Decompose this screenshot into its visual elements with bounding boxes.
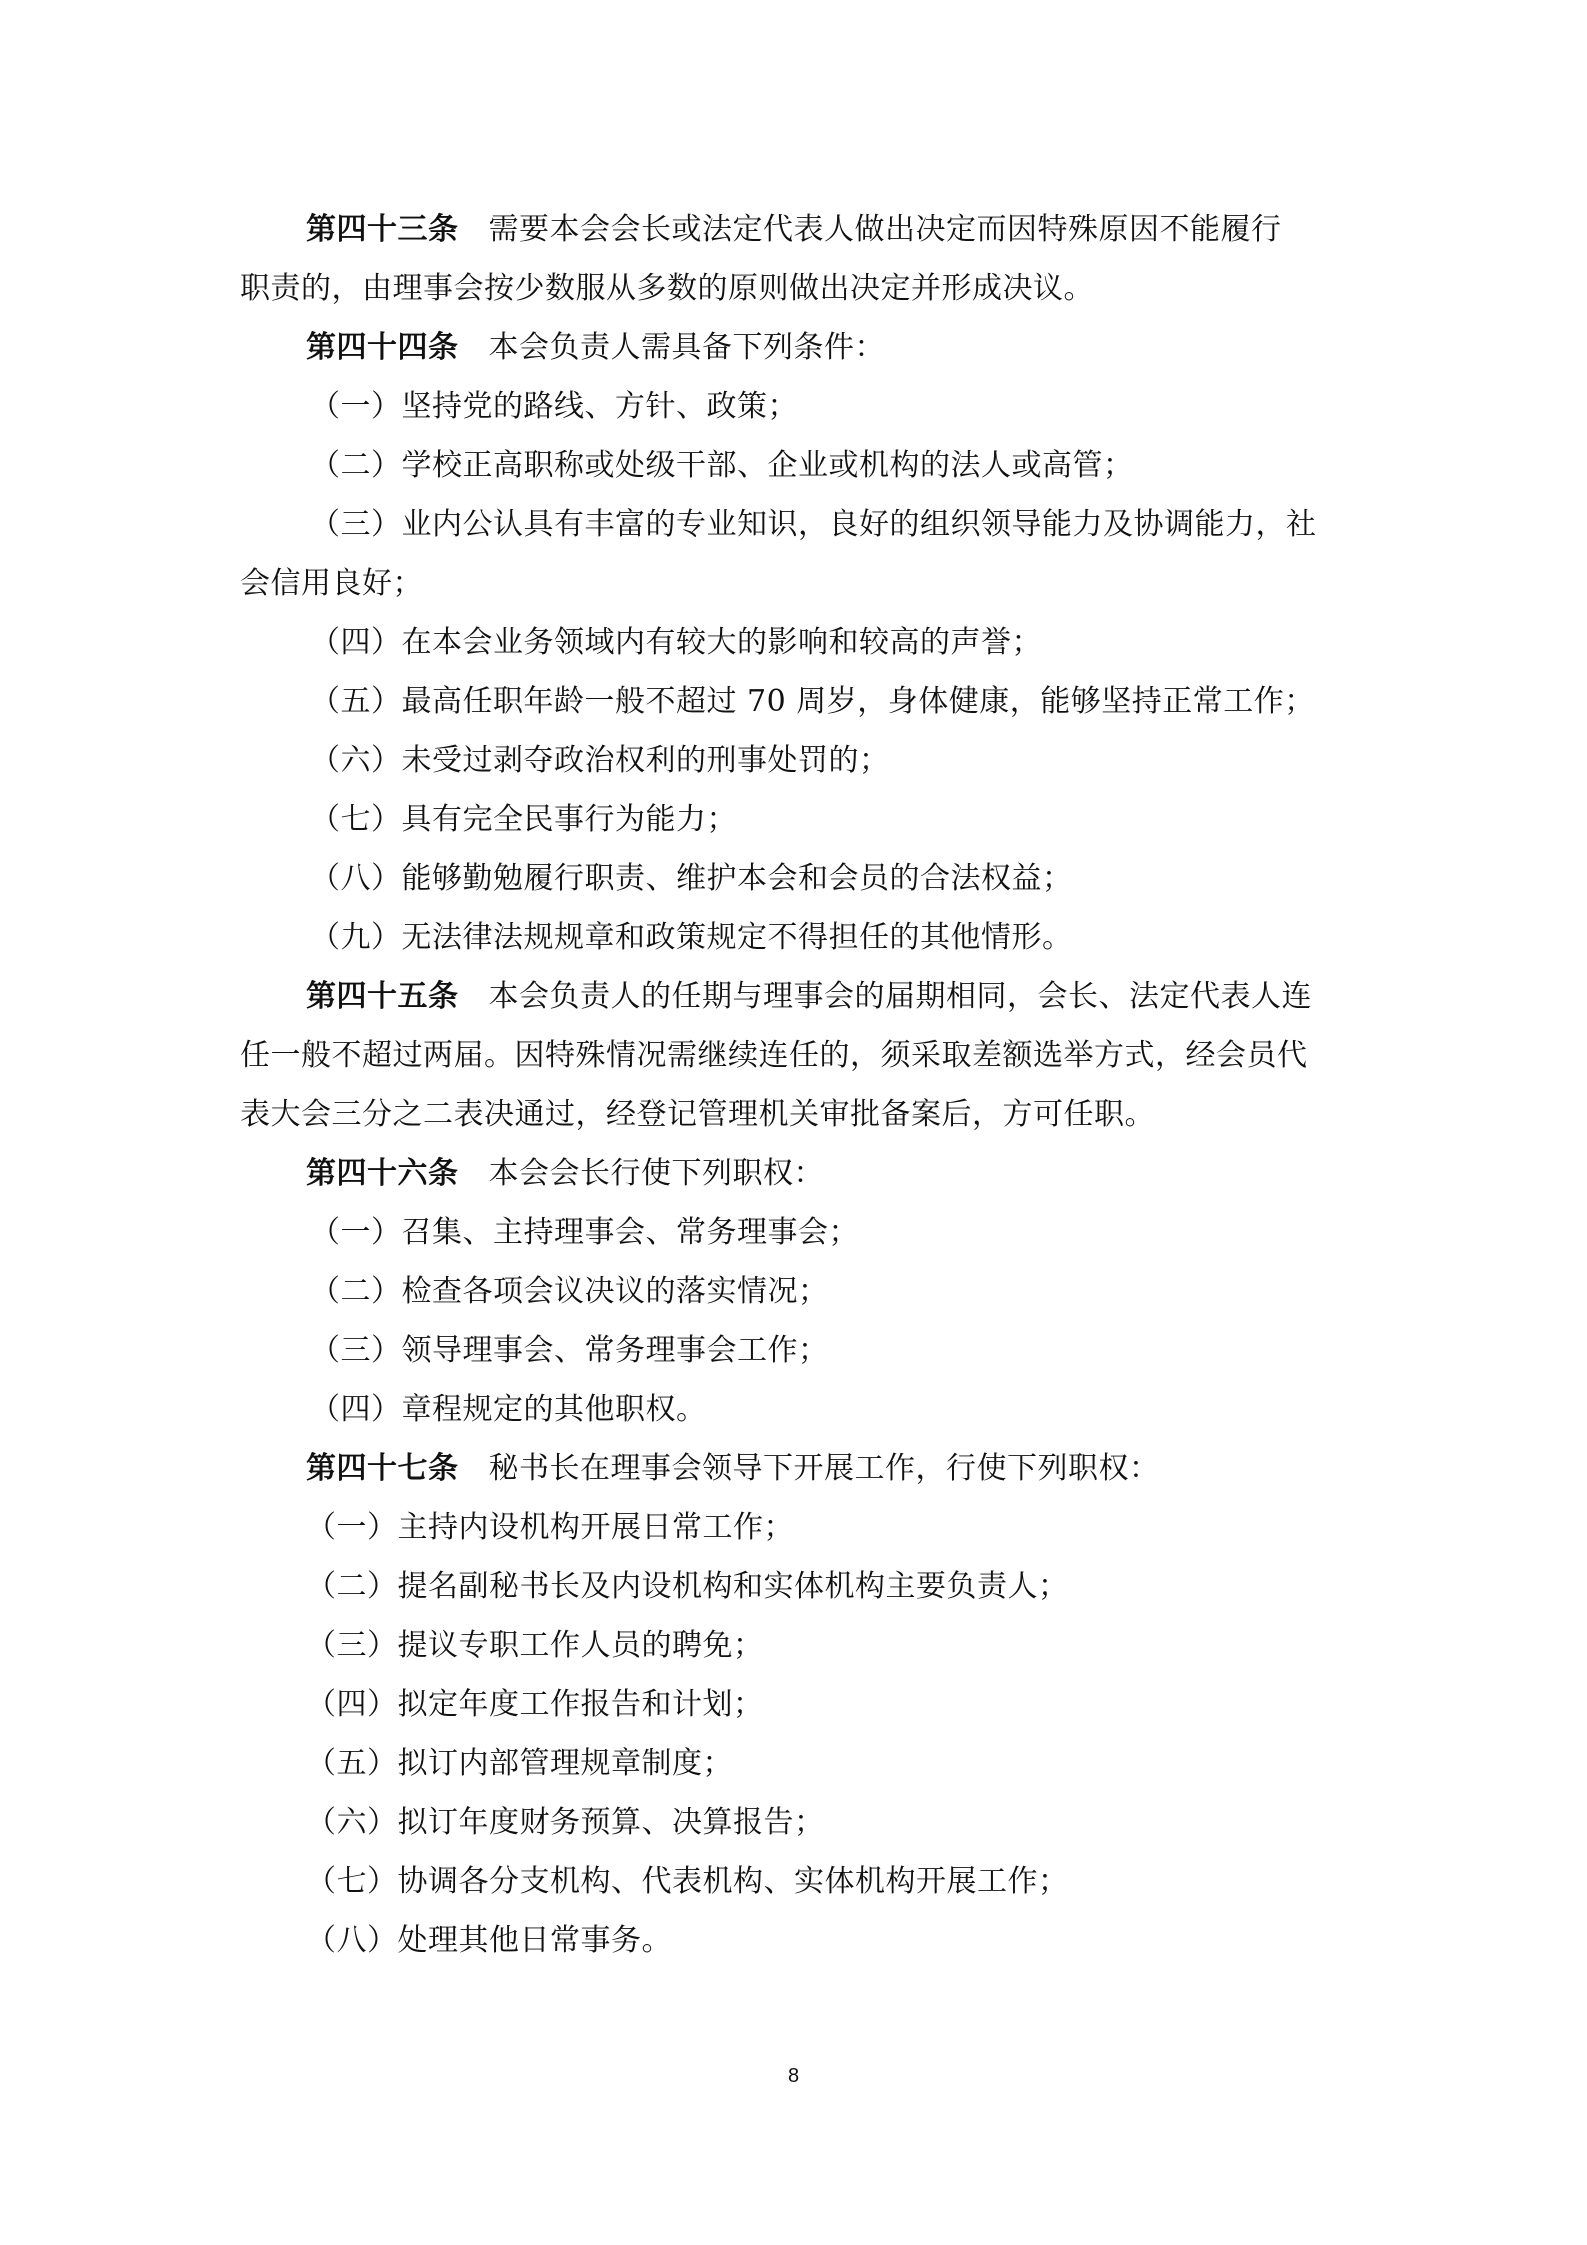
article-45-line-2: 任一般不超过两届。因特殊情况需继续连任的，须采取差额选举方式，经会员代 [240, 1038, 1308, 1073]
article-44-item-7 [240, 790, 1360, 849]
item-marker: （四） [310, 625, 402, 660]
item-text: 拟定年度工作报告和计划； [397, 1687, 764, 1722]
item-text: 未受过剥夺政治权利的刑事处罚的； [401, 743, 890, 778]
item-marker: （一） [306, 1510, 398, 1545]
article-47-item-8 [240, 1911, 1360, 1970]
item-marker: （五） [310, 684, 402, 719]
article-45-line-1 [240, 967, 1360, 1026]
article-47-item-7 [240, 1852, 1360, 1911]
article-44-number: 第四十四条 [306, 330, 459, 365]
item-text: 坚持党的路线、方针、政策； [401, 389, 798, 424]
article-44-intro-line [240, 318, 1360, 377]
article-44-item-6 [240, 731, 1360, 790]
item-marker: （六） [310, 743, 402, 778]
article-44-item-5 [240, 672, 1360, 731]
item-text: 章程规定的其他职权。 [401, 1392, 707, 1427]
item-text: 提议专职工作人员的聘免； [397, 1628, 764, 1663]
item-marker: （三） [310, 507, 402, 542]
article-47-item-5 [240, 1734, 1360, 1793]
article-46-number: 第四十六条 [306, 1156, 459, 1191]
article-44-item-9 [240, 908, 1360, 967]
item-text: 协调各分支机构、代表机构、实体机构开展工作； [397, 1864, 1069, 1899]
item-marker: （九） [310, 920, 402, 955]
article-44-item-3 [240, 495, 1360, 554]
item-text: 提名副秘书长及内设机构和实体机构主要负责人； [397, 1569, 1069, 1604]
item-marker: （七） [310, 802, 402, 837]
item-text: 处理其他日常事务。 [397, 1923, 672, 1958]
item-marker: （四） [306, 1687, 398, 1722]
item-text: 能够勤勉履行职责、维护本会和会员的合法权益； [401, 861, 1073, 896]
article-47-intro: 秘书长在理事会领导下开展工作，行使下列职权： [488, 1451, 1160, 1486]
item-marker: （三） [310, 1333, 402, 1368]
article-45-number: 第四十五条 [306, 979, 459, 1014]
item-marker: （八） [310, 861, 402, 896]
article-46-intro: 本会会长行使下列职权： [488, 1156, 824, 1191]
article-43-line-1 [240, 200, 1360, 259]
item-marker: （四） [310, 1392, 402, 1427]
article-47-intro-line [240, 1439, 1360, 1498]
article-43-number: 第四十三条 [306, 212, 459, 247]
article-44-intro: 本会负责人需具备下列条件： [488, 330, 885, 365]
item-text: 无法律法规规章和政策规定不得担任的其他情形。 [401, 920, 1073, 955]
article-47-number: 第四十七条 [306, 1451, 459, 1486]
item-text: 具有完全民事行为能力； [401, 802, 737, 837]
article-44-item-3-continuation: 会信用良好； [240, 566, 423, 601]
article-45-text-1: 本会负责人的任期与理事会的届期相同，会长、法定代表人连 [488, 979, 1312, 1014]
item-text: 检查各项会议决议的落实情况； [401, 1274, 829, 1309]
item-marker: （二） [310, 448, 402, 483]
item-marker: （五） [306, 1746, 398, 1781]
item-marker: （二） [306, 1569, 398, 1604]
article-47-item-3 [240, 1616, 1360, 1675]
article-47-item-1 [240, 1498, 1360, 1557]
item-marker: （八） [306, 1923, 398, 1958]
item-text: 主持内设机构开展日常工作； [397, 1510, 794, 1545]
article-43-line-2: 职责的，由理事会按少数服从多数的原则做出决定并形成决议。 [240, 271, 1094, 306]
article-46-item-3 [240, 1321, 1360, 1380]
item-text: 领导理事会、常务理事会工作； [401, 1333, 829, 1368]
page-number: 8 [787, 2065, 800, 2087]
item-text: 学校正高职称或处级干部、企业或机构的法人或高管； [401, 448, 1134, 483]
article-47-item-4 [240, 1675, 1360, 1734]
item-marker: （一） [310, 389, 402, 424]
article-44-item-8 [240, 849, 1360, 908]
item-text: 召集、主持理事会、常务理事会； [401, 1215, 859, 1250]
article-46-item-4 [240, 1380, 1360, 1439]
article-44-item-1 [240, 377, 1360, 436]
article-45-line-3: 表大会三分之二表决通过，经登记管理机关审批备案后，方可任职。 [240, 1097, 1155, 1132]
article-46-item-1 [240, 1203, 1360, 1262]
article-46-item-2 [240, 1262, 1360, 1321]
item-marker: （一） [310, 1215, 402, 1250]
article-47-item-2 [240, 1557, 1360, 1616]
item-marker: （二） [310, 1274, 402, 1309]
article-46-intro-line [240, 1144, 1360, 1203]
article-44-item-4 [240, 613, 1360, 672]
item-text: 最高任职年龄一般不超过 70 周岁，身体健康，能够坚持正常工作； [401, 684, 1315, 719]
article-43-text-1: 需要本会会长或法定代表人做出决定而因特殊原因不能履行 [488, 212, 1282, 247]
item-marker: （七） [306, 1864, 398, 1899]
item-text: 拟订年度财务预算、决算报告； [397, 1805, 825, 1840]
item-marker: （三） [306, 1628, 398, 1663]
article-44-item-2 [240, 436, 1360, 495]
document-body [240, 200, 1360, 1970]
item-marker: （六） [306, 1805, 398, 1840]
item-text: 拟订内部管理规章制度； [397, 1746, 733, 1781]
item-text: 在本会业务领域内有较大的影响和较高的声誉； [401, 625, 1042, 660]
article-47-item-6 [240, 1793, 1360, 1852]
item-text: 业内公认具有丰富的专业知识，良好的组织领导能力及协调能力，社 [401, 507, 1317, 542]
